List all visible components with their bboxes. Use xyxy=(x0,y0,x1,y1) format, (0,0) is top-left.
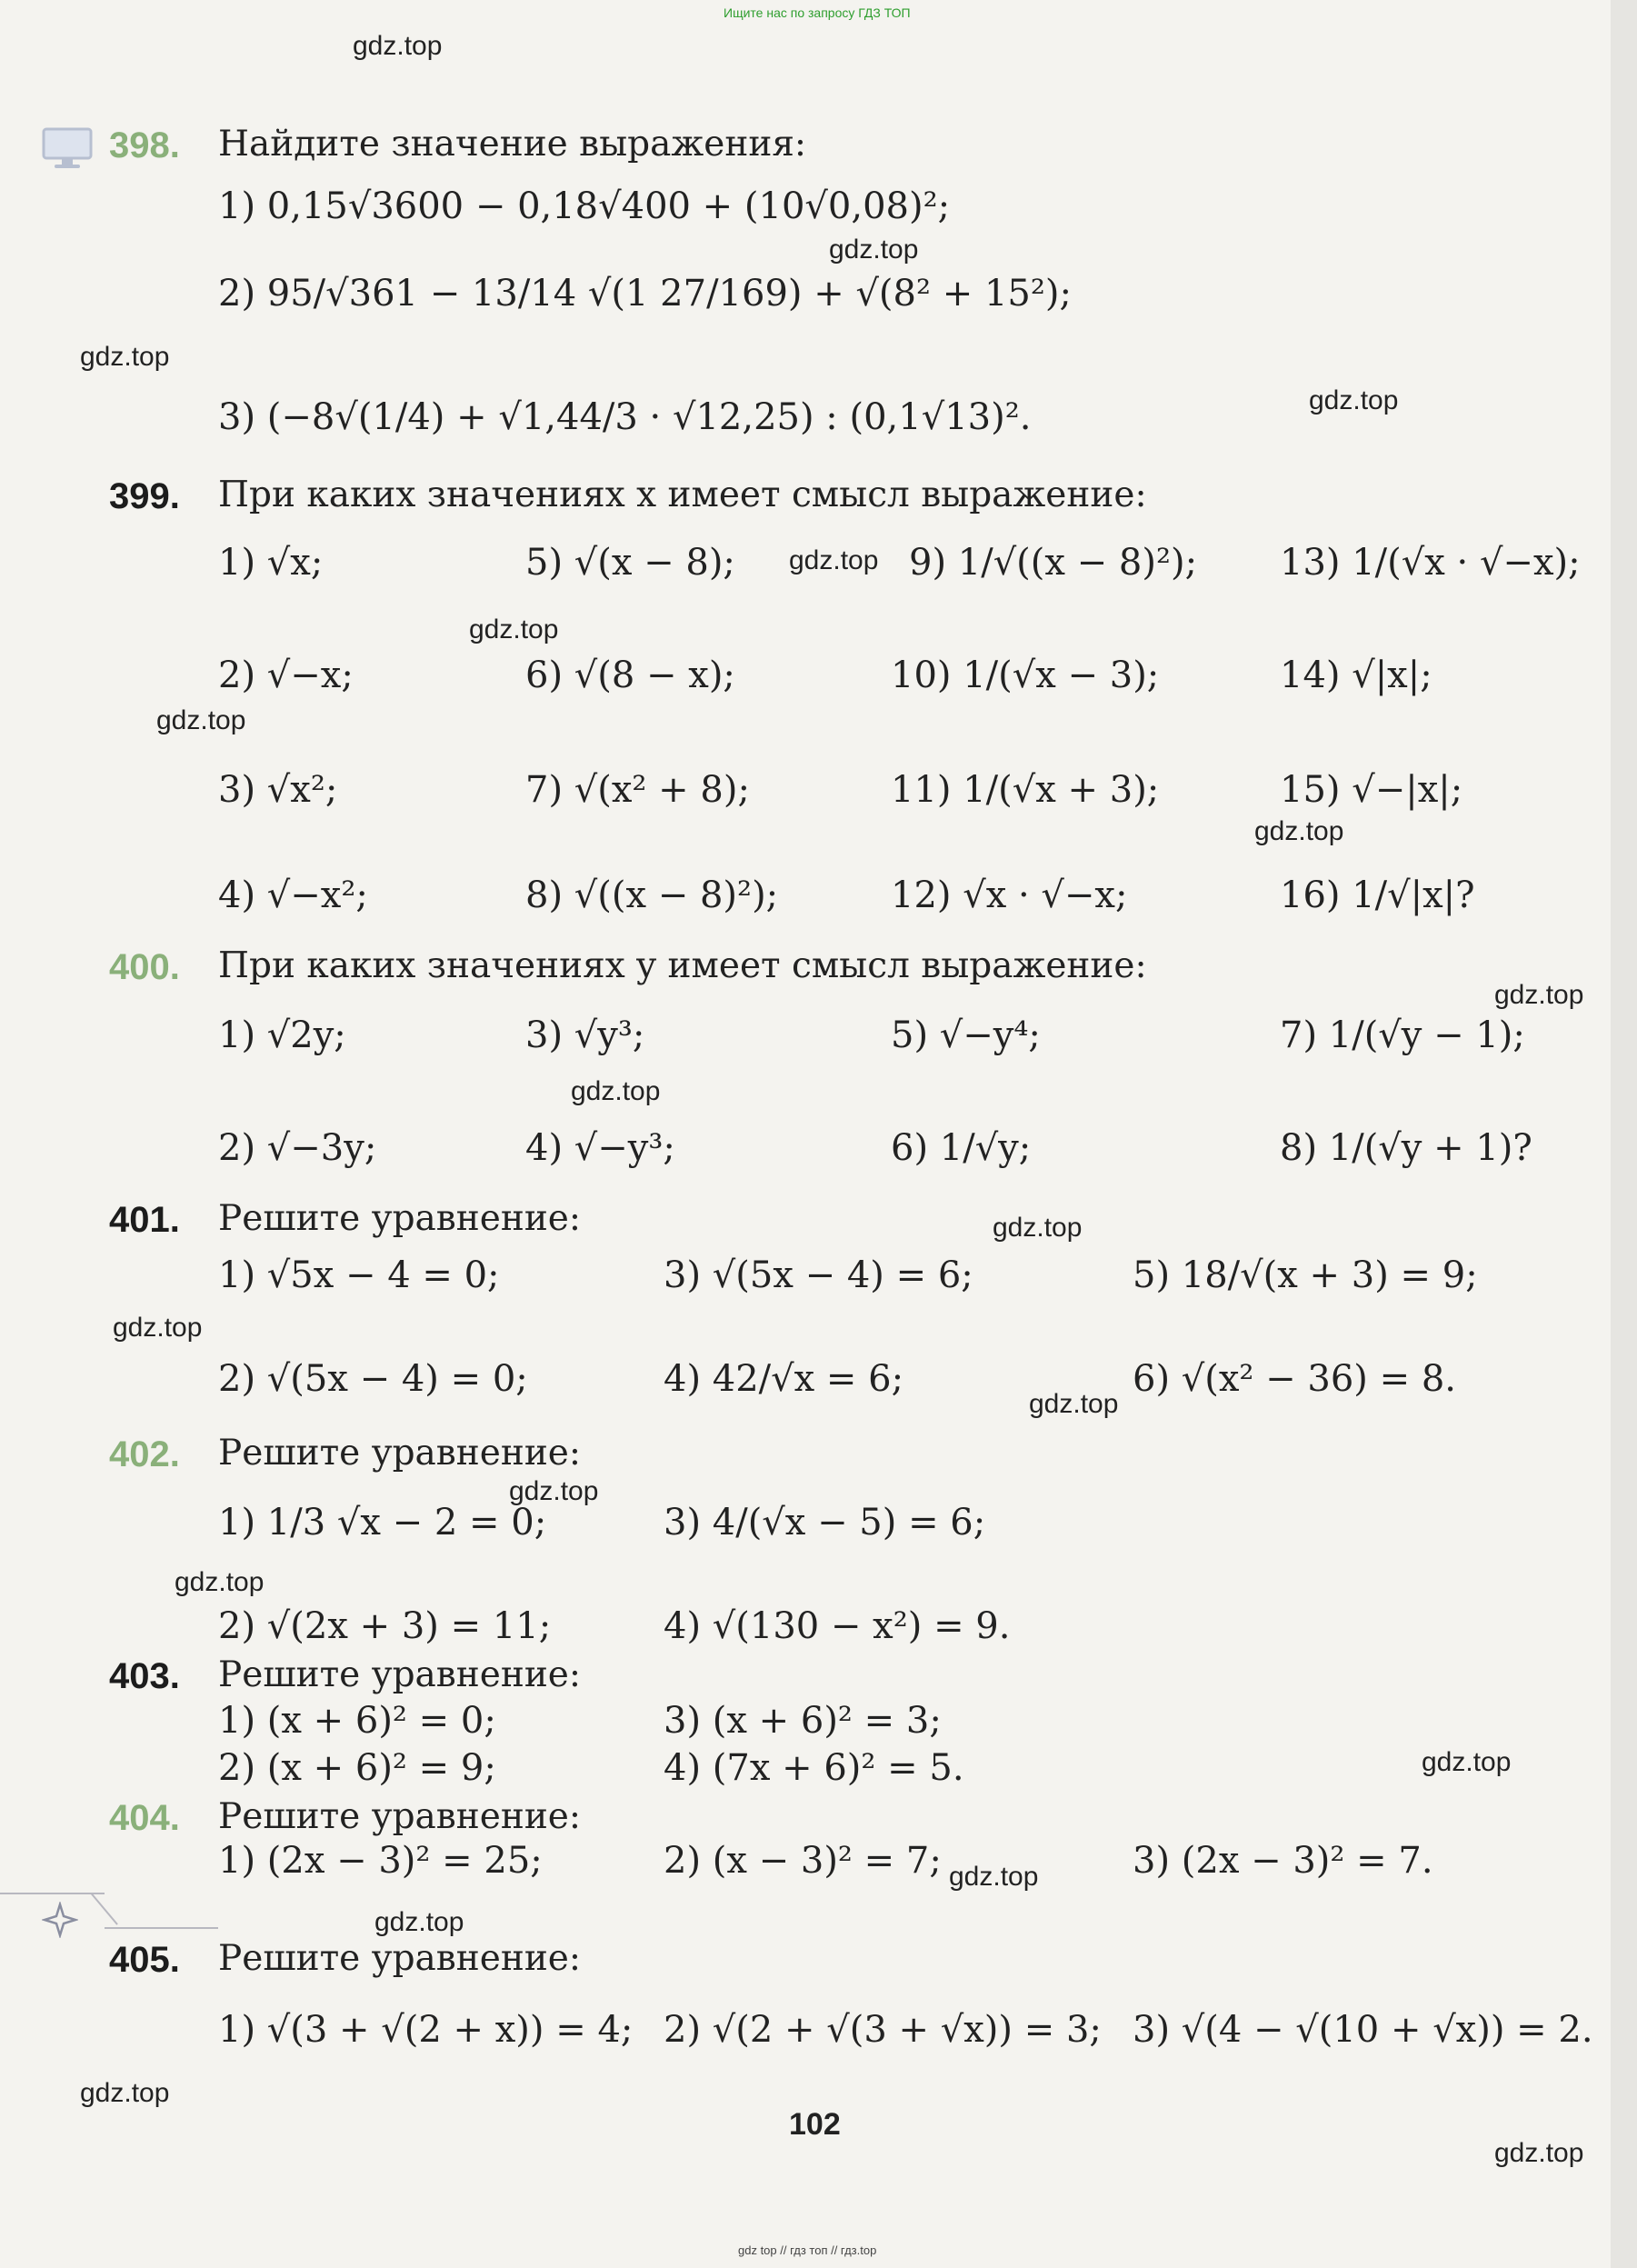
problem-title: Решите уравнение: xyxy=(218,1938,582,1979)
problem-item: 3) (−8√(1/4) + √1,44/3 · √12,25) : (0,1√13)². xyxy=(218,396,1032,438)
problem-item: 10) 1/(√x − 3); xyxy=(891,654,1160,696)
problem-item: 3) 4/(√x − 5) = 6; xyxy=(664,1502,986,1544)
problem-item: 11) 1/(√x + 3); xyxy=(891,769,1160,811)
problem-item: 6) √(x² − 36) = 8. xyxy=(1133,1358,1457,1400)
watermark: gdz.top xyxy=(353,31,443,61)
problem-item: 2) √−3y; xyxy=(218,1127,377,1169)
problem-number: 403. xyxy=(109,1656,180,1696)
side-rule xyxy=(91,1893,118,1925)
watermark: gdz.top xyxy=(571,1076,661,1106)
problem-item: 1) √5x − 4 = 0; xyxy=(218,1254,500,1296)
side-rule xyxy=(0,1893,105,1894)
problem-item: 4) √(130 − x²) = 9. xyxy=(664,1605,1011,1647)
watermark: gdz.top xyxy=(1029,1389,1119,1419)
problem-item: 4) (7x + 6)² = 5. xyxy=(664,1747,964,1789)
watermark: gdz.top xyxy=(175,1567,265,1597)
problem-item: 6) √(8 − x); xyxy=(525,654,735,696)
problem-item: 14) √|x|; xyxy=(1280,654,1432,696)
problem-item: 2) √−x; xyxy=(218,654,354,696)
problem-title: При каких значениях y имеет смысл выражение: xyxy=(218,945,1147,986)
problem-number: 399. xyxy=(109,476,180,516)
problem-item: 13) 1/(√x · √−x); xyxy=(1280,542,1581,584)
problem-item: 1) 1/3 √x − 2 = 0; xyxy=(218,1502,547,1544)
problem-item: 7) √(x² + 8); xyxy=(525,769,750,811)
star-icon xyxy=(42,1902,78,1938)
problem-item: 2) (x − 3)² = 7; xyxy=(664,1840,942,1882)
side-rule xyxy=(105,1927,218,1929)
problem-number: 404. xyxy=(109,1798,180,1838)
problem-item: 3) (2x − 3)² = 7. xyxy=(1133,1840,1433,1882)
problem-item: 2) √(2x + 3) = 11; xyxy=(218,1605,552,1647)
watermark: gdz.top xyxy=(156,705,246,735)
watermark: gdz.top xyxy=(374,1907,464,1937)
bottom-note: gdz top // гдз топ // гдз.top xyxy=(738,2243,877,2257)
page-number: 102 xyxy=(789,2107,841,2142)
problem-item: 8) √((x − 8)²); xyxy=(525,874,779,916)
problem-item: 2) √(5x − 4) = 0; xyxy=(218,1358,528,1400)
problem-item: 4) √−y³; xyxy=(525,1127,675,1169)
problem-number: 398. xyxy=(109,125,180,165)
problem-item: 1) √x; xyxy=(218,542,324,584)
problem-item: 8) 1/(√y + 1)? xyxy=(1280,1127,1532,1169)
watermark: gdz.top xyxy=(509,1476,599,1506)
problem-title: Найдите значение выражения: xyxy=(218,124,807,165)
problem-item: 2) (x + 6)² = 9; xyxy=(218,1747,496,1789)
problem-item: 3) √x²; xyxy=(218,769,338,811)
watermark: gdz.top xyxy=(993,1213,1083,1243)
watermark: gdz.top xyxy=(1494,2138,1584,2168)
watermark: gdz.top xyxy=(80,342,170,372)
problem-item: 4) 42/√x = 6; xyxy=(664,1358,904,1400)
watermark: gdz.top xyxy=(80,2078,170,2108)
watermark: gdz.top xyxy=(1422,1747,1512,1777)
problem-item: 2) √(2 + √(3 + √x)) = 3; xyxy=(664,2009,1102,2051)
problem-item: 1) √(3 + √(2 + x)) = 4; xyxy=(218,2009,634,2051)
problem-item: 12) √x · √−x; xyxy=(891,874,1128,916)
problem-item: 5) 18/√(x + 3) = 9; xyxy=(1133,1254,1478,1296)
problem-item: 2) 95/√361 − 13/14 √(1 27/169) + √(8² + 15²); xyxy=(218,273,1072,315)
problem-item: 15) √−|x|; xyxy=(1280,769,1463,811)
problem-item: 3) √(5x − 4) = 6; xyxy=(664,1254,973,1296)
top-note: Ищите нас по запросу ГДЗ ТОП xyxy=(724,5,911,20)
problem-item: 1) √2y; xyxy=(218,1014,346,1056)
problem-item: 3) (x + 6)² = 3; xyxy=(664,1700,942,1742)
problem-item: 1) 0,15√3600 − 0,18√400 + (10√0,08)²; xyxy=(218,185,951,227)
problem-item: 5) √(x − 8); xyxy=(525,542,735,584)
problem-item: 3) √(4 − √(10 + √x)) = 2. xyxy=(1133,2009,1593,2051)
problem-item: 9) 1/√((x − 8)²); xyxy=(909,542,1198,584)
problem-title: При каких значениях x имеет смысл выражение: xyxy=(218,475,1147,515)
problem-item: 5) √−y⁴; xyxy=(891,1014,1041,1056)
watermark: gdz.top xyxy=(469,614,559,644)
problem-title: Решите уравнение: xyxy=(218,1198,582,1239)
watermark: gdz.top xyxy=(789,545,879,575)
watermark: gdz.top xyxy=(1254,816,1344,846)
problem-number: 405. xyxy=(109,1940,180,1980)
problem-item: 7) 1/(√y − 1); xyxy=(1280,1014,1525,1056)
problem-item: 16) 1/√|x|? xyxy=(1280,874,1475,916)
problem-number: 402. xyxy=(109,1434,180,1474)
problem-number: 400. xyxy=(109,947,180,987)
problem-item: 3) √y³; xyxy=(525,1014,645,1056)
problem-title: Решите уравнение: xyxy=(218,1654,582,1695)
watermark: gdz.top xyxy=(949,1862,1039,1892)
watermark: gdz.top xyxy=(829,235,919,265)
problem-item: 1) (2x − 3)² = 25; xyxy=(218,1840,543,1882)
monitor-icon xyxy=(40,125,95,171)
page-edge-shadow xyxy=(1611,0,1637,2268)
watermark: gdz.top xyxy=(1309,385,1399,415)
problem-number: 401. xyxy=(109,1200,180,1240)
watermark: gdz.top xyxy=(113,1313,203,1343)
problem-item: 6) 1/√y; xyxy=(891,1127,1032,1169)
problem-item: 1) (x + 6)² = 0; xyxy=(218,1700,496,1742)
problem-item: 4) √−x²; xyxy=(218,874,368,916)
problem-title: Решите уравнение: xyxy=(218,1433,582,1474)
problem-title: Решите уравнение: xyxy=(218,1796,582,1837)
watermark: gdz.top xyxy=(1494,980,1584,1010)
